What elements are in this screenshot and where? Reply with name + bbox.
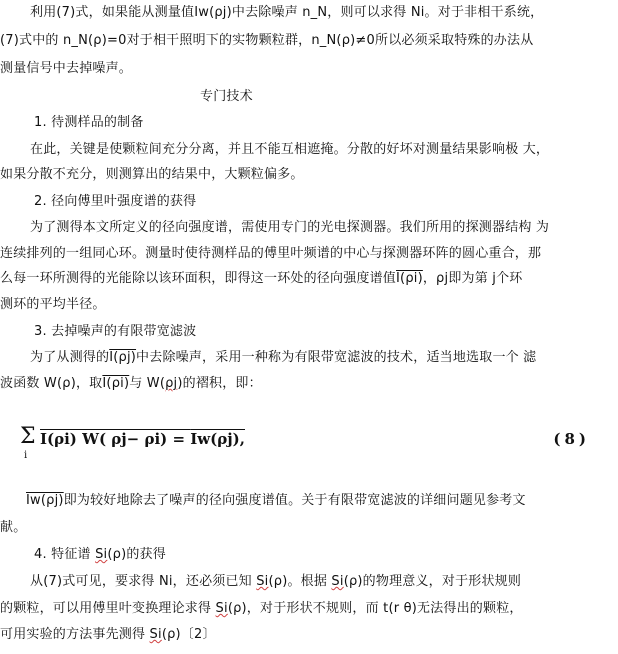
paragraph-line: 在此，关键是使颗粒间充分分离，并且不能互相遮掩。分散的好坏对测量结果影响极 大， [30, 142, 550, 157]
paragraph-line: 为了测得本文所定义的径向强度谱，需使用专门的光电探测器。我们所用的探测器结构 为 [30, 220, 550, 235]
text: 中去除噪声，采用一种称为有限带宽滤波的技术，适当地选取一个 滤 [136, 350, 537, 365]
text: 4. 特征谱 [34, 547, 96, 562]
heading-1: 1. 待测样品的制备 [34, 115, 144, 130]
text: 测量信号中去掉噪声。 [0, 61, 133, 76]
equation-expression [40, 430, 245, 448]
paragraph-line [0, 600, 523, 618]
sum-symbol: Σ [20, 424, 36, 449]
intensity-symbol: I(ρi) [396, 271, 423, 286]
paragraph-line: 献。 [0, 520, 27, 535]
text: Si [331, 574, 344, 589]
text: 为了从测得的 [30, 350, 110, 365]
text: Si [149, 627, 162, 642]
intensity-symbol: I(ρi) [102, 376, 130, 391]
text: 从(7)式可见，要求得 Ni，还必须已知 [30, 574, 257, 589]
paragraph-line: 连续排列的一组同心环。测量时使待测样品的傅里叶频谱的中心与探测器环阵的圆心重合，那 [0, 246, 542, 261]
text: Si [215, 601, 228, 616]
equation-number: (8) [553, 430, 590, 448]
intensity-symbol: I(ρj) [109, 350, 137, 365]
text: 波函数 W(ρ)，取 [0, 376, 103, 391]
text: I(ρi) W( ρj− ρi) = [40, 430, 191, 448]
text: Iw(ρj), [190, 430, 245, 448]
text: 的颗粒，可以用傅里叶变换理论求得 [0, 601, 216, 616]
paragraph-line [30, 573, 521, 591]
text: 可用实验的方法事先测得 [0, 627, 150, 642]
text: 即为较好地除去了噪声的径向强度谱值。关于有限带宽滤波的详细问题见参考文 [63, 493, 526, 508]
paragraph-line [0, 32, 533, 50]
text: (ρ)的获得 [107, 547, 166, 562]
paragraph-line [30, 349, 536, 367]
text: (ρ)的物理意义，对于形状规则 [343, 574, 522, 589]
text: 与 W( [129, 376, 166, 391]
heading-3: 3. 去掉噪声的有限带宽滤波 [34, 324, 197, 339]
paragraph-line [26, 492, 526, 510]
text: Si [95, 547, 108, 562]
text: ρj [165, 376, 178, 391]
text: Si [256, 574, 269, 589]
equation-8 [20, 424, 590, 460]
paragraph-line [0, 60, 132, 78]
paragraph-line: 测环的平均半径。 [0, 297, 106, 312]
paragraph-line [0, 375, 262, 393]
paragraph-line [0, 270, 522, 288]
heading-4 [34, 546, 166, 564]
paragraph-line [30, 4, 543, 22]
sum-index: i [24, 450, 28, 461]
text: (ρ)〔2〕 [161, 627, 216, 642]
text: (7)式中的 n_N(ρ)=0对于相干照明下的实物颗粒群，n_N(ρ)≠0所以必须采取特殊的办法从 [0, 33, 534, 48]
text: ，ρj即为第 j个环 [422, 271, 523, 286]
text: 利用(7)式，如果能从测量值Iw(ρj)中去除噪声 n_N，则可以求得 Ni。对于非相干系统， [30, 5, 544, 20]
text: (ρ)，对于形状不规则，而 t(r θ)无法得出的颗粒， [227, 601, 523, 616]
heading-2: 2. 径向傅里叶强度谱的获得 [34, 194, 197, 209]
text: )的褶积，即： [177, 376, 262, 391]
section-title: 专门技术 [200, 89, 253, 104]
intensity-symbol: Iw(ρj) [26, 493, 64, 508]
text: (ρ)。根据 [268, 574, 332, 589]
text: 么每一环所测得的光能除以该环面积，即得这一环处的径向强度谱值 [0, 271, 397, 286]
paragraph-line: 如果分散不充分，则测算出的结果中，大颗粒偏多。 [0, 167, 304, 182]
paragraph-line [0, 626, 216, 644]
